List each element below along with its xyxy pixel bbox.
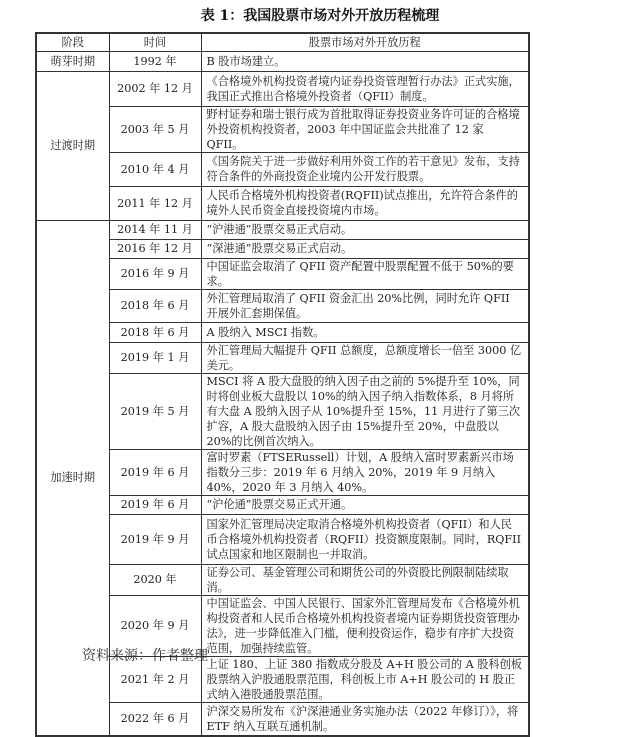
time-cell: 2020 年 9 月 (109, 595, 201, 656)
description-cell: 中国证监会取消了 QFII 资产配置中股票配置不低于 50%的要求。 (201, 258, 529, 289)
description-cell: 上证 180、上证 380 指数成分股及 A+H 股公司的 A 股科创板股票纳入沪股通股票范围，科创板上市 A+H 股公司的 H 股正式纳入港股通股票范围。 (201, 656, 529, 702)
description-cell: MSCI 将 A 股大盘股的纳入因子由之前的 5%提升至 10%，同时将创业板大盘股以 10%的纳入因子纳入指数体系，8 月将所有大盘 A 股纳入因子从 10%提升至 15%，11 月进行了第三次扩容，A 股大盘股纳入因子由 15%提升至 20%，中盘股以 20%的比例首次纳入。 (201, 373, 529, 449)
description-cell: 人民币合格境外机构投资者(RQFII)试点推出，允许符合条件的境外人民币资金直接投资境内市场。 (201, 186, 529, 220)
description-cell: 外汇管理局大幅提升 QFII 总额度，总额度增长一倍至 3000 亿美元。 (201, 342, 529, 373)
time-cell: 2019 年 9 月 (109, 514, 201, 564)
description-cell: “沪伦通”股票交易正式开通。 (201, 495, 529, 514)
description-cell: 中国证监会、中国人民银行、国家外汇管理局发布《合格境外机构投资者和人民币合格境外机构投资者境内证券期货投资管理办法》，进一步降低准入门槛，便利投资运作，稳步有序扩大投资范围，加强持续监管。 (201, 595, 529, 656)
table-row (36, 342, 529, 373)
stage-cell: 过渡时期 (36, 71, 109, 220)
time-cell: 2016 年 12 月 (109, 239, 201, 258)
header-stage: 阶段 (36, 33, 109, 51)
time-cell: 2011 年 12 月 (109, 186, 201, 220)
time-cell: 2003 年 5 月 (109, 106, 201, 152)
description-cell: 富时罗素（FTSERussell）计划，A 股纳入富时罗素新兴市场指数分三步：2019 年 6 月纳入 20%，2019 年 9 月纳入 40%，2020 年 3 月纳入 40%。 (201, 449, 529, 495)
table-row (36, 71, 529, 106)
description-cell: 国家外汇管理局决定取消合格境外机构投资者（QFII）和人民币合格境外机构投资者（RQFII）投资额度限制。同时，RQFII 试点国家和地区限制也一并取消。 (201, 514, 529, 564)
header-row (36, 33, 529, 51)
description-cell: 野村证券和瑞士银行成为首批取得证券投资业务许可证的合格境外投资机构投资者，2003 年中国证监会共批准了 12 家 QFII。 (201, 106, 529, 152)
description-cell: 证券公司、基金管理公司和期货公司的外资股比例限制陆续取消。 (201, 564, 529, 595)
time-cell: 1992 年 (109, 51, 201, 71)
stage-cell: 萌芽时期 (36, 51, 109, 71)
time-cell: 2016 年 9 月 (109, 258, 201, 289)
table-row (36, 106, 529, 152)
description-cell: B 股市场建立。 (201, 51, 529, 71)
description-cell: A 股纳入 MSCI 指数。 (201, 322, 529, 342)
table-row (36, 495, 529, 514)
time-cell: 2002 年 12 月 (109, 71, 201, 106)
description-cell: “沪港通”股票交易正式启动。 (201, 220, 529, 239)
table-row (36, 514, 529, 564)
description-cell: 《国务院关于进一步做好利用外资工作的若干意见》发布，支持符合条件的外商投资企业境内公开发行股票。 (201, 152, 529, 186)
table-row (36, 186, 529, 220)
stage-cell: 加速时期 (36, 220, 109, 736)
time-cell: 2018 年 6 月 (109, 322, 201, 342)
time-cell: 2014 年 11 月 (109, 220, 201, 239)
table-row (36, 373, 529, 449)
table-row (36, 51, 529, 71)
table-row (36, 564, 529, 595)
table-row (36, 152, 529, 186)
history-table (35, 32, 530, 737)
time-cell: 2019 年 6 月 (109, 495, 201, 514)
table-title: 表 1：我国股票市场对外开放历程梳理 (200, 8, 440, 24)
description-cell: 外汇管理局取消了 QFII 资金汇出 20%比例，同时允许 QFII 开展外汇套期保值。 (201, 289, 529, 322)
time-cell: 2021 年 2 月 (109, 656, 201, 702)
time-cell: 2019 年 5 月 (109, 373, 201, 449)
description-cell: 《合格境外机构投资者境内证券投资管理暂行办法》正式实施，我国正式推出合格境外投资者（QFII）制度。 (201, 71, 529, 106)
description-cell: “深港通”股票交易正式启动。 (201, 239, 529, 258)
description-cell: 沪深交易所发布《沪深港通业务实施办法（2022 年修订）》，将 ETF 纳入互联互通机制。 (201, 702, 529, 736)
table-row (36, 322, 529, 342)
time-cell: 2010 年 4 月 (109, 152, 201, 186)
time-cell: 2022 年 6 月 (109, 702, 201, 736)
time-cell: 2019 年 1 月 (109, 342, 201, 373)
table-row (36, 289, 529, 322)
time-cell: 2020 年 (109, 564, 201, 595)
header-description: 股票市场对外开放历程 (201, 33, 529, 51)
table-row (36, 220, 529, 239)
time-cell: 2018 年 6 月 (109, 289, 201, 322)
source-note: 资料来源：作者整理 (82, 648, 208, 664)
table-row (36, 258, 529, 289)
table-row (36, 702, 529, 736)
table-row (36, 239, 529, 258)
table-row (36, 449, 529, 495)
time-cell: 2019 年 6 月 (109, 449, 201, 495)
header-time: 时间 (109, 33, 201, 51)
